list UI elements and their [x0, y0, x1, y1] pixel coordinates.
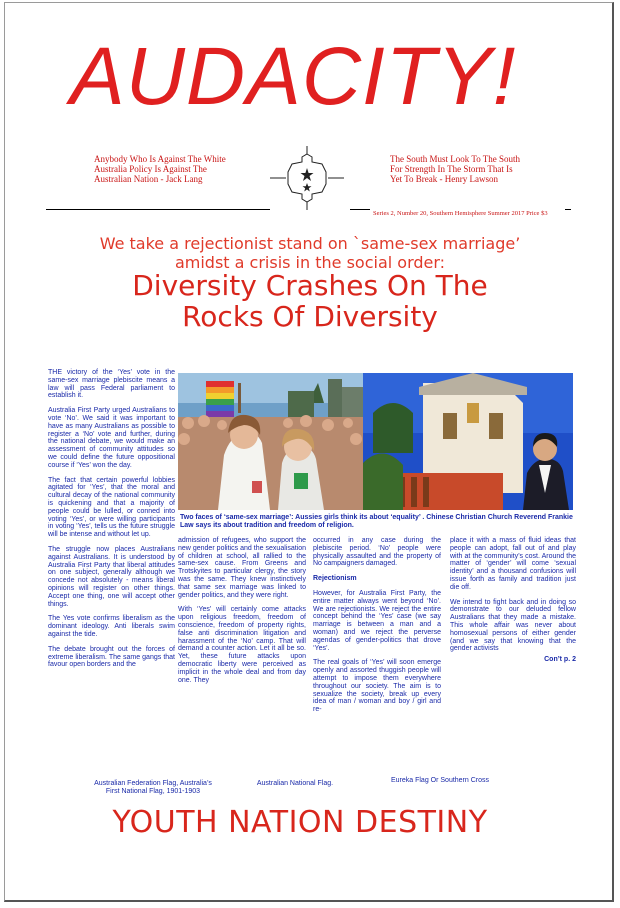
rally-photo	[178, 373, 363, 510]
issue-line: Series 2, Number 20, Southern Hemisphere Summer 2017 Price $3	[373, 210, 548, 217]
paragraph: The real goals of ‘Yes’ will soon emerge openly and assorted thuggish people will attempt to impose them everywhere throughout our society. The aim is to sexualize the society, break up every idea of man / woman and boy / girl and re-	[313, 659, 441, 714]
paragraph: place it with a mass of fluid ideas that people can adopt, fall out of and play with at the community’s cost. Around the matter of ‘gender’ will come ‘sexual identity’ and a thousand confusions will issue forth as family and tradition just die off.	[450, 537, 576, 591]
paragraph: The Yes vote confirms liberalism as the dominant ideology. Anti liberals swim against the tide.	[48, 615, 175, 638]
henry-lawson-quote: The South Must Look To The South For Strength In The Storm That Is Yet To Break - Henry Lawson	[390, 154, 521, 184]
paragraph: occurred in any case during the plebiscite period. ‘No’ people were physically assaulted and the property of No campaigners damaged.	[313, 537, 441, 568]
church-photo	[363, 373, 573, 510]
paragraph: THE victory of the ‘Yes’ vote in the same-sex marriage plebiscite means a law will pass Federal parliament to establish it.	[48, 369, 175, 400]
paragraph: However, for Australia First Party, the entire matter always went beyond ‘No’. We are rejectionists. We reject the entire concept behind the ‘Yes’ case (we say marriage is between a man and a woman) and we reject the perverse agendas of gender-politics that drove ‘Yes’.	[313, 589, 441, 652]
masthead-title: AUDACITY!	[70, 31, 517, 122]
paragraph: Australia First Party urged Australians to vote ‘No’. We said it was important to have as many Australians as possible to register a ‘No’ vote and further, during the national debate, we would make an assessment of community attitudes so we could define the future oppositional course if ‘Yes’ won the day.	[48, 407, 175, 469]
paragraph: The debate brought out the forces of extreme liberalism. The same gangs that favour open borders and the	[48, 645, 175, 669]
article-column-4	[450, 537, 576, 664]
article-column-2	[178, 537, 306, 691]
national-flag-caption: Australian National Flag.	[256, 780, 334, 787]
article-headline: Diversity Crashes On The Rocks Of Diversity	[132, 269, 488, 333]
federation-flag-caption: Australian Federation Flag, Australia’s First National Flag, 1901-1903	[94, 780, 212, 795]
jack-lang-quote: Anybody Who Is Against The White Australia Policy Is Against The Australian Nation - Jack Lang	[94, 154, 226, 184]
paragraph: admission of refugees, who support the new gender politics and the sexualisation of children at school, all rallied to the same-sex cause. From Greens and Trotskyites to particular clergy, the story was the same. They knew instinctively that same sex marriage was linked to gender politics, and they were right.	[178, 537, 306, 599]
paragraph: The struggle now places Australians against Australians. It is understood by Australia First Party that liberal attitudes on one subject, generally although we concede not absolutely - means liberal opinions will register on other things. Accept one thing, one will accept other things.	[48, 545, 175, 608]
article-column-1	[48, 369, 175, 676]
section-heading: Rejectionism	[313, 575, 357, 583]
article-kicker: We take a rejectionist stand on `same-sex marriage’ amidst a crisis in the social order:	[99, 234, 521, 272]
eureka-flag-caption: Eureka Flag Or Southern Cross	[390, 777, 490, 784]
paragraph: With ‘Yes’ will certainly come attacks upon religious freedom, freedom of conscience, freedom of property rights, false anti discrimination litigation and harassment of the ‘No’ camp. That will demand a counter action. Let it all be so. Yet, these future attacks upon democratic liberty were perceived as implicit in the whole deal and from day one. They	[178, 606, 306, 684]
article-column-3	[313, 537, 441, 721]
paragraph: We intend to fight back and in doing so demonstrate to our deluded fellow Australians that they made a mistake. This whole affair was never about homosexual persons of either gender (and we say that knowing that the gender activists	[450, 598, 576, 653]
masthead-rule-right	[565, 209, 571, 210]
footer-slogan: YOUTH NATION DESTINY	[112, 805, 488, 840]
masthead-rule-left	[46, 209, 270, 210]
photo-caption: Two faces of ‘same-sex marriage’: Aussies girls think its about ‘equality’ . Chinese Christian Church Reverend Frankie Law says its about tradition and freedom of religion.	[180, 514, 573, 529]
continued-marker: Con’t p. 2	[544, 656, 576, 664]
emblem-icon	[268, 146, 346, 210]
masthead-rule-mid	[350, 209, 370, 210]
paragraph: The fact that certain powerful lobbies agitated for ‘Yes’, that the moral and cultural decay of the national community is quickening and that a majority of people could be lulled, or conned into voting ‘Yes’, or were willing participants in voting ‘Yes’, tells us the future struggle will be intense and without let up.	[48, 476, 175, 539]
